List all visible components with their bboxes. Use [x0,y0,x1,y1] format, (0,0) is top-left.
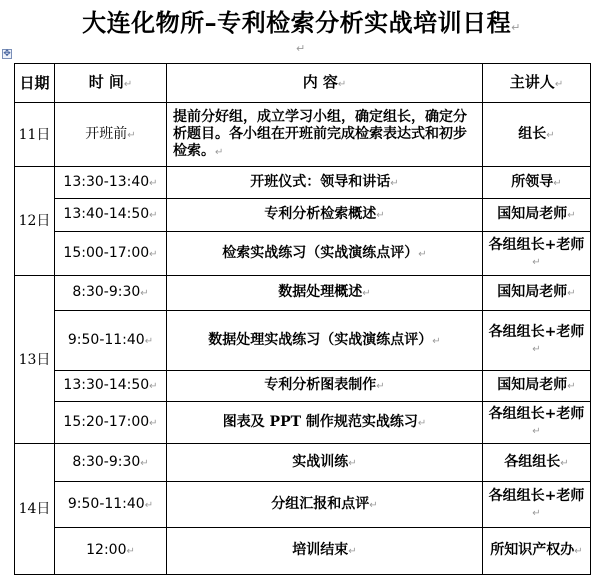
speaker-cell: 各组组长+老师↵ [483,482,591,528]
content-cell: 数据处理概述↵ [167,276,483,311]
table-row [15,103,591,167]
time-cell: 开班前↵ [55,103,167,167]
speaker-cell: 各组组长+老师↵ [483,232,591,276]
time-cell: 15:00-17:00↵ [55,232,167,276]
table-row [15,199,591,232]
speaker-cell: 国知局老师↵ [483,199,591,232]
speaker-cell: 组长↵ [483,103,591,167]
table-row [15,444,591,482]
speaker-cell: 各组组长↵ [483,444,591,482]
content-cell: 专利分析检索概述↵ [167,199,483,232]
header-content: 内 容↵ [167,64,483,103]
header-day: 日期 [15,64,55,103]
table-row [15,371,591,402]
table-move-handle-icon[interactable]: ✥ [3,49,11,59]
day-cell: 11日 [15,103,55,167]
time-cell: 13:30-13:40↵ [55,167,167,199]
speaker-cell: 所知识产权办↵ [483,528,591,575]
table-row [15,232,591,276]
day-cell: 14日 [15,444,55,575]
time-cell: 15:20-17:00↵ [55,402,167,444]
page-title: 大连化物所–专利检索分析实战培训日程↵ [82,8,521,37]
paragraph-mark-icon: ↵ [511,21,521,34]
content-cell: 图表及 PPT 制作规范实战练习↵ [167,402,483,444]
content-cell: 开班仪式：领导和讲话↵ [167,167,483,199]
content-cell: 数据处理实战练习（实战演练点评）↵ [167,311,483,371]
time-cell: 12:00↵ [55,528,167,575]
schedule-table [14,63,591,575]
table-row [15,276,591,311]
content-cell: 培训结束↵ [167,528,483,575]
content-cell: 提前分好组，成立学习小组，确定组长，确定分析题目。各小组在开班前完成检索表达式和初步检索。↵ [167,103,483,167]
content-cell: 专利分析图表制作↵ [167,371,483,402]
speaker-cell: 国知局老师↵ [483,276,591,311]
content-cell: 检索实战练习（实战演练点评）↵ [167,232,483,276]
paragraph-mark-icon: ↵ [296,42,306,55]
time-cell: 9:50-11:40↵ [55,482,167,528]
table-row [15,311,591,371]
speaker-cell: 各组组长+老师↵ [483,311,591,371]
content-cell: 实战训练↵ [167,444,483,482]
time-cell: 8:30-9:30↵ [55,276,167,311]
speaker-cell: 所领导↵ [483,167,591,199]
day-cell: 12日 [15,167,55,276]
header-time: 时 间↵ [55,64,167,103]
table-row [15,402,591,444]
header-row [15,64,591,103]
header-speaker: 主讲人↵ [483,64,591,103]
speaker-cell: 国知局老师↵ [483,371,591,402]
table-row [15,482,591,528]
time-cell: 13:30-14:50↵ [55,371,167,402]
day-cell: 13日 [15,276,55,444]
time-cell: 13:40-14:50↵ [55,199,167,232]
table-row [15,167,591,199]
content-cell: 分组汇报和点评↵ [167,482,483,528]
time-cell: 9:50-11:40↵ [55,311,167,371]
table-row [15,528,591,575]
time-cell: 8:30-9:30↵ [55,444,167,482]
speaker-cell: 各组组长+老师↵ [483,402,591,444]
